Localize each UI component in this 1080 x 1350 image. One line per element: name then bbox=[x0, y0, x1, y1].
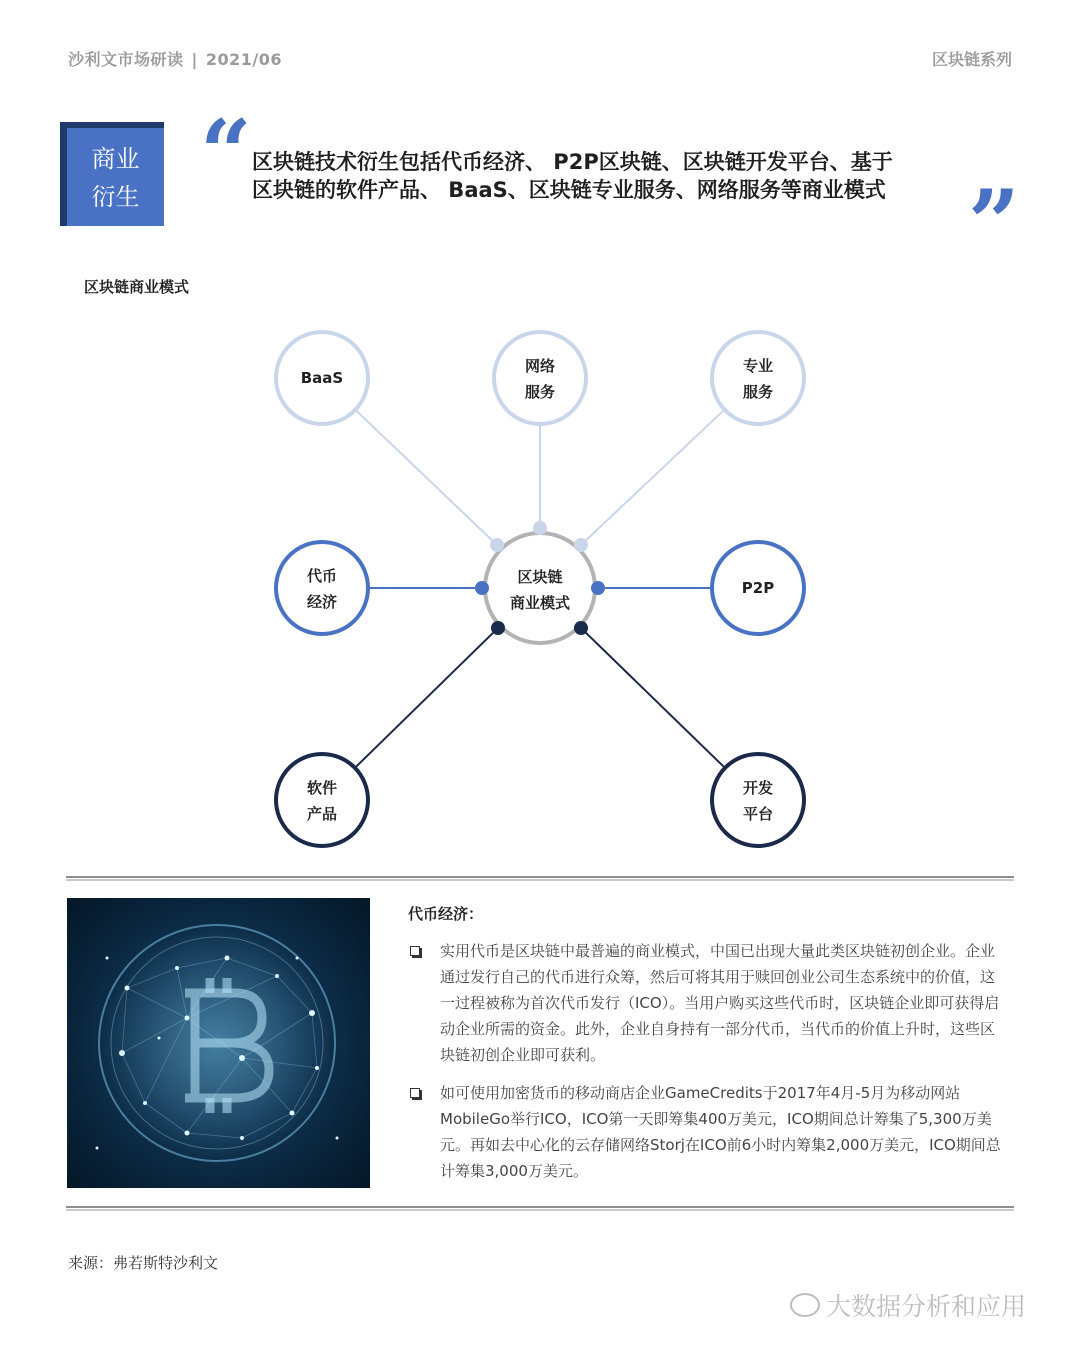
summary-quote bbox=[252, 148, 982, 204]
divider-bottom bbox=[66, 1206, 1014, 1211]
node-label-devplatform-2: 平台 bbox=[742, 805, 774, 823]
header-publisher bbox=[68, 47, 282, 70]
badge-line-1: 商业 bbox=[91, 145, 140, 173]
divider-top bbox=[66, 876, 1014, 881]
quote-line-2: 区块链的软件产品、 BaaS、区块链专业服务、网络服务等商业模式 bbox=[252, 178, 886, 202]
node-circle-network bbox=[494, 332, 586, 424]
badge-line-2: 衍生 bbox=[91, 183, 140, 211]
node-label-software-1: 软件 bbox=[306, 779, 338, 797]
series-label: 区块链系列 bbox=[931, 50, 1012, 69]
bullet-item bbox=[408, 938, 1008, 1068]
header-separator: | bbox=[191, 50, 198, 69]
section-badge bbox=[67, 128, 164, 226]
checkbox-bullet-icon bbox=[410, 1088, 420, 1098]
anchor-dot-token bbox=[475, 581, 489, 595]
business-model-diagram bbox=[0, 300, 1080, 860]
center-label-line-2: 商业模式 bbox=[509, 594, 571, 612]
brand-name: 大数据分析和应用 bbox=[826, 1292, 1027, 1321]
publisher-name: 沙利文市场研读 bbox=[68, 50, 184, 69]
node-circle-devplatform bbox=[712, 754, 804, 846]
node-label-professional-1: 专业 bbox=[742, 357, 774, 375]
node-circle-software bbox=[276, 754, 368, 846]
node-label-p2p-1: P2P bbox=[741, 579, 775, 597]
section-heading: 代币经济： bbox=[408, 905, 484, 923]
node-label-software-2: 产品 bbox=[306, 805, 338, 823]
bullet-text: 实用代币是区块链中最普遍的商业模式，中国已出现大量此类区块链初创企业。企业通过发行自己的代币进行众筹，然后可将其用于赎回创业公司生态系统中的价值，这一过程被称为首次代币发行（ICO）。当用户购买这些代币时，区块链企业即可获得启动企业所需的资金。此外，企业自身持有一部分代币，当代币的价值上升时，这些区块链初创企业即可获利。 bbox=[440, 942, 1000, 1064]
publish-date: 2021/06 bbox=[205, 50, 282, 69]
checkbox-bullet-icon bbox=[410, 946, 420, 956]
node-label-professional-2: 服务 bbox=[742, 383, 774, 401]
bitcoin-image bbox=[67, 898, 370, 1188]
bullet-text: 如可使用加密货币的移动商店企业GameCredits于2017年4月-5月为移动网站MobileGo举行ICO，ICO第一天即筹集400万美元，ICO期间总计筹集了5,300万美元。再如去中心化的云存储网络Storj在ICO前6小时内筹集2,000万美元，ICO期间总计筹集3,000万美元。 bbox=[440, 1084, 1001, 1180]
node-label-token-1: 代币 bbox=[306, 567, 338, 585]
anchor-dot-p2p bbox=[591, 581, 605, 595]
node-label-token-2: 经济 bbox=[306, 593, 338, 611]
node-label-network-2: 服务 bbox=[524, 383, 556, 401]
node-circle-professional bbox=[712, 332, 804, 424]
node-label-devplatform-1: 开发 bbox=[742, 779, 774, 797]
open-quote-icon: “ bbox=[200, 100, 252, 206]
footer-brand bbox=[790, 1287, 1026, 1323]
anchor-dot-software bbox=[491, 621, 505, 635]
close-quote-icon: ” bbox=[968, 170, 1020, 276]
anchor-dot-devplatform bbox=[574, 621, 588, 635]
connector-professional bbox=[581, 410, 725, 545]
anchor-dot-network bbox=[533, 521, 547, 535]
center-label-line-1: 区块链 bbox=[517, 568, 563, 586]
bullet-item bbox=[408, 1080, 1008, 1184]
anchor-dot-professional bbox=[574, 538, 588, 552]
diagram-title: 区块链商业模式 bbox=[84, 278, 190, 296]
connector-software bbox=[355, 628, 498, 768]
source-note: 来源：弗若斯特沙利文 bbox=[68, 1254, 219, 1272]
connector-baas bbox=[355, 410, 497, 545]
node-label-network-1: 网络 bbox=[524, 357, 556, 375]
anchor-dot-baas bbox=[490, 538, 504, 552]
connector-devplatform bbox=[581, 628, 725, 768]
node-label-baas-1: BaaS bbox=[300, 369, 344, 387]
quote-line-1: 区块链技术衍生包括代币经济、 P2P区块链、区块链开发平台、基于 bbox=[252, 150, 893, 174]
token-economy-section bbox=[408, 903, 1008, 1196]
node-circle-token bbox=[276, 542, 368, 634]
wechat-icon bbox=[790, 1293, 820, 1317]
